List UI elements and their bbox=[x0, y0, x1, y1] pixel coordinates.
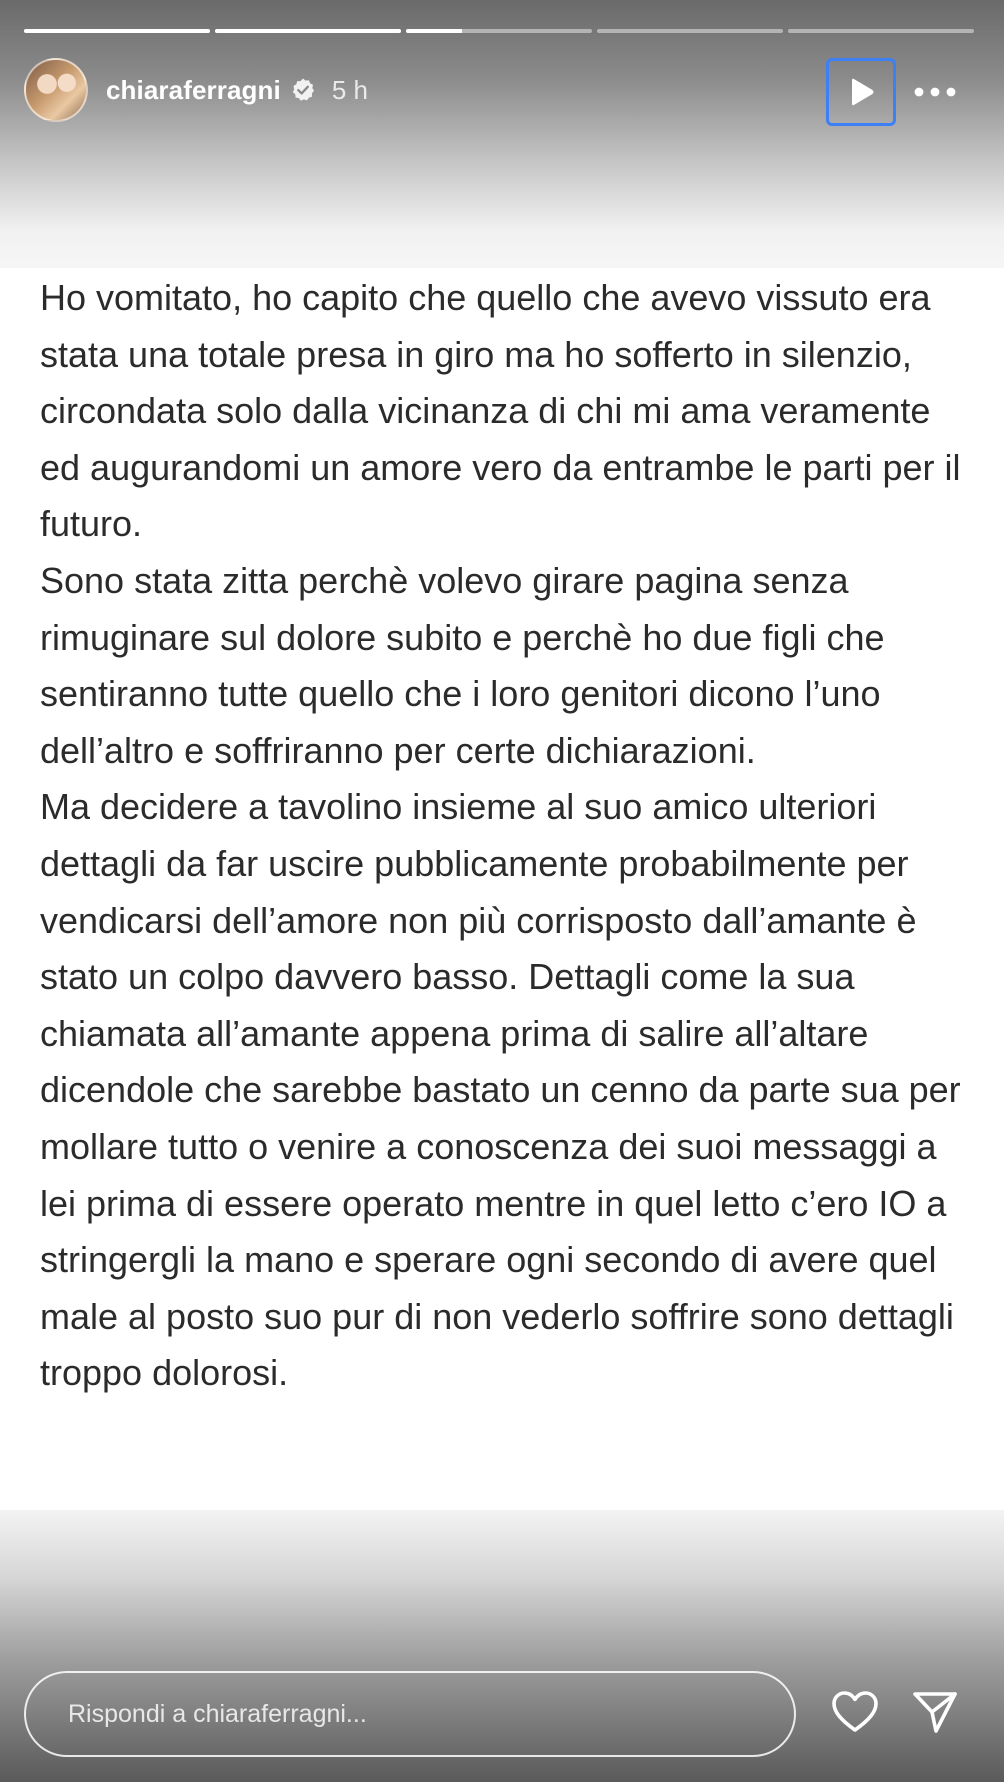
send-icon bbox=[912, 1690, 958, 1734]
send-button[interactable] bbox=[908, 1685, 962, 1739]
play-icon bbox=[846, 76, 876, 108]
story-paragraph: Sono stata zitta perchè volevo girare pagina senza rimuginare sul dolore subito e perchè ho due figli che sentiranno tutte quello che i loro genitori dicono l’uno dell’altro e soffriranno per certe dichiarazioni. bbox=[40, 559, 885, 771]
reply-bar[interactable] bbox=[24, 1671, 796, 1757]
more-horizontal-icon bbox=[914, 87, 956, 97]
story-text-content bbox=[40, 270, 980, 1402]
progress-segment bbox=[215, 29, 401, 33]
username-link[interactable]: chiaraferragni bbox=[106, 74, 281, 105]
reply-input[interactable] bbox=[66, 1699, 750, 1730]
story-progress-bar bbox=[24, 29, 974, 33]
story-header bbox=[24, 58, 980, 122]
play-button[interactable] bbox=[826, 58, 896, 126]
story-paragraph: Ma decidere a tavolino insieme al suo amico ulteriori dettagli da far uscire pubblicamente probabilmente per vendicarsi dell’amore non più corrisposto dall’amante è stato un colpo davvero basso. Dettagli come la sua chiamata all’amante appena prima di salire all’altare dicendole che sarebbe bastato un cenno da parte sua per mollare tutto o venire a conoscenza dei suoi messaggi a lei prima di essere operato mentre in quel letto c’ero IO a stringergli la mano e sperare ogni secondo di avere quel male al posto suo pur di non vederlo soffrire sono dettagli troppo dolorosi. bbox=[40, 786, 961, 1394]
progress-segment bbox=[24, 29, 210, 33]
progress-segment bbox=[788, 29, 974, 33]
more-options-button[interactable] bbox=[910, 68, 960, 116]
avatar[interactable] bbox=[24, 58, 88, 122]
like-button[interactable] bbox=[828, 1685, 882, 1739]
verified-badge-icon bbox=[290, 77, 316, 103]
top-gradient-overlay bbox=[0, 0, 1004, 268]
progress-segment bbox=[406, 29, 592, 33]
heart-icon bbox=[831, 1690, 879, 1734]
progress-segment bbox=[597, 29, 783, 33]
story-paragraph: Ho vomitato, ho capito che quello che avevo vissuto era stata una totale presa in giro ma ho sofferto in silenzio, circondata solo dalla vicinanza di chi mi ama veramente ed augurandomi un amore vero da entrambe le parti per il futuro. bbox=[40, 277, 961, 545]
story-timestamp: 5 h bbox=[331, 74, 368, 105]
